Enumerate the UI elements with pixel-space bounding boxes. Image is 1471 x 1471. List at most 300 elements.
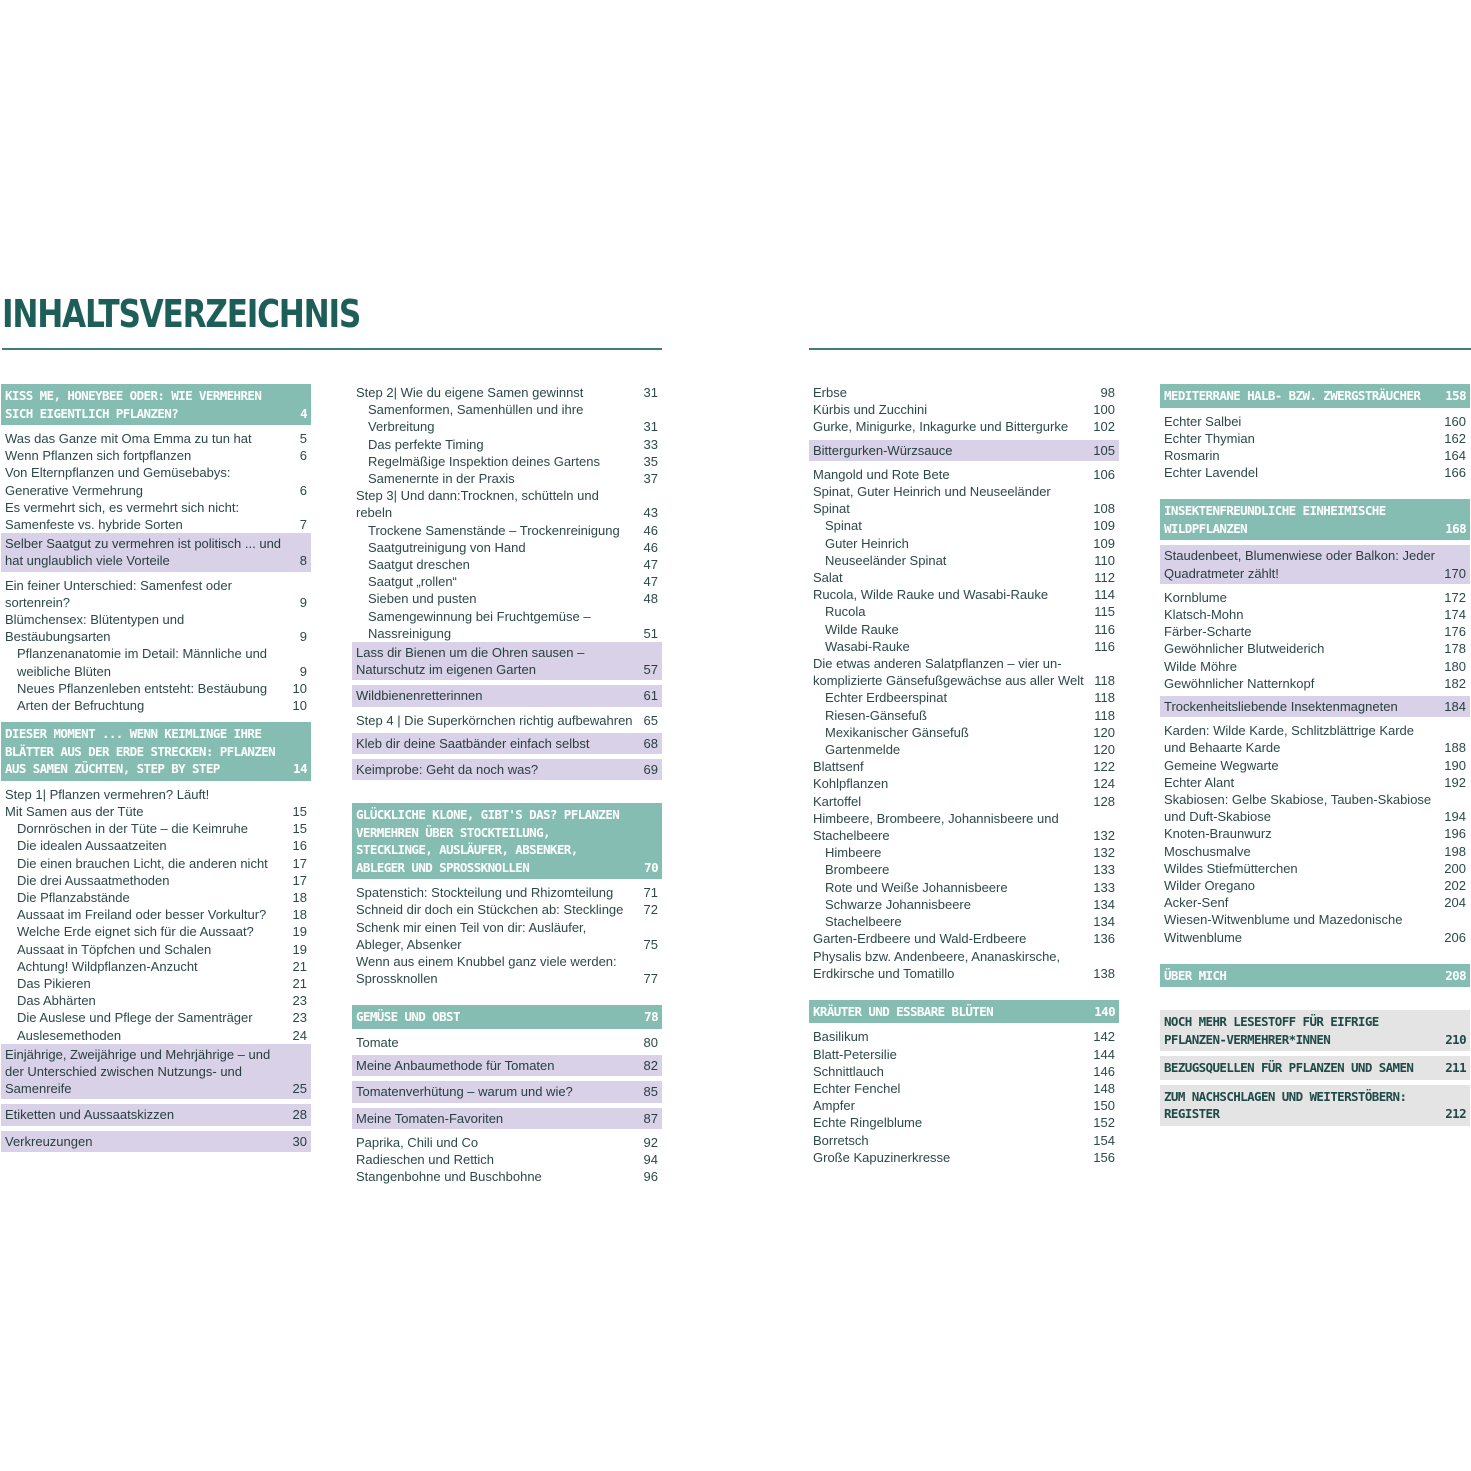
toc-page-number: 110 [1094,552,1115,568]
spacer [1160,992,1470,1010]
toc-page-number: 124 [1093,776,1115,792]
toc-subentry[interactable] [1,889,311,906]
toc-subentry[interactable] [1,1027,311,1044]
toc-subentry[interactable] [1,992,311,1009]
toc-page-number: 132 [1093,828,1115,844]
toc-entry[interactable] [352,901,662,918]
toc-page-number: 10 [292,698,307,714]
toc-column-2 [352,384,662,1185]
toc-subentry[interactable] [352,556,662,573]
toc-column-4 [1160,384,1470,1131]
toc-page-number: 24 [292,1027,307,1043]
toc-subentry[interactable] [1,941,311,958]
toc-entry-title: Stangenbohne und Buschbohne [356,1169,542,1185]
toc-entry-title: Saatgutreinigung von Hand [368,539,526,555]
toc-entry[interactable] [352,1034,662,1051]
toc-entry-title: Große Kapuzinerkresse [813,1149,951,1165]
toc-entry-title: DIESER MOMENT ... WENN KEIMLINGE IHRE BLÄTTER AUS DER ERDE STRECKEN: PFLANZEN AUS SAMEN ZÜCHTEN, STEP BY STEP [5,726,276,777]
toc-entry-title: Färber-Scharte [1164,624,1252,640]
toc-page-number: 80 [643,1034,658,1050]
toc-entry[interactable] [1160,757,1470,774]
toc-page-number: 46 [643,522,658,538]
toc-highlight-entry[interactable] [1160,545,1470,583]
toc-highlight-entry[interactable] [352,759,662,780]
toc-entry-title: Physalis bzw. Andenbeere, Ananaskirsche, Erdkirsche und Tomatillo [813,948,1061,981]
toc-page-number: 109 [1093,535,1115,551]
toc-page-number: 115 [1094,604,1115,620]
toc-entry-title: ZUM NACHSCHLAGEN UND WEITERSTÖBERN: REGISTER [1164,1088,1407,1122]
toc-entry-title: Die Pflanzabstände [17,889,130,905]
toc-page-number: 65 [643,712,658,728]
toc-entry-title: Tomatenverhütung – warum und wie? [356,1084,573,1100]
toc-entry-title: Wenn Pflanzen sich fortpflanzen [5,448,192,464]
toc-page-number: 7 [299,517,307,533]
toc-entry-title: Meine Tomaten-Favoriten [356,1110,504,1126]
toc-entry[interactable] [809,418,1119,435]
toc-highlight-entry[interactable] [352,1055,662,1076]
toc-subentry[interactable] [1,923,311,940]
toc-appendix-heading[interactable] [1160,1056,1470,1080]
toc-entry[interactable] [809,758,1119,775]
toc-page-number: 48 [643,591,658,607]
toc-entry-title: Kleb dir deine Saatbänder einfach selbst [356,735,590,751]
toc-highlight-entry[interactable] [352,1081,662,1102]
toc-subentry[interactable] [809,861,1119,878]
toc-appendix-heading[interactable] [1160,1010,1470,1051]
toc-page-number: 202 [1444,877,1466,893]
toc-page-number: 200 [1444,860,1466,876]
toc-highlight-entry[interactable] [352,642,662,680]
toc-entry-title: Die idealen Aussaatzeiten [17,838,167,854]
toc-page-number: 128 [1093,793,1115,809]
toc-entry[interactable] [1160,640,1470,657]
toc-page-number: 18 [292,907,307,923]
toc-subentry[interactable] [1,872,311,889]
toc-page-number: 196 [1444,826,1466,842]
toc-entry[interactable] [809,655,1119,689]
toc-entry-title: ÜBER MICH [1164,967,1227,983]
toc-entry-title: Spinat [825,518,862,534]
toc-entry[interactable] [809,1097,1119,1114]
toc-entry[interactable] [1,430,311,447]
toc-entry[interactable] [809,775,1119,792]
toc-entry-title: Lass dir Bienen um die Ohren sausen – Naturschutz im eigenen Garten [356,645,585,678]
toc-entry-title: Das perfekte Timing [368,436,484,452]
toc-entry-title: Kartoffel [813,793,862,809]
toc-page-number: 118 [1094,707,1115,723]
toc-entry[interactable] [809,1063,1119,1080]
toc-entry-title: Sieben und pusten [368,591,477,607]
toc-entry-title: BEZUGSQUELLEN FÜR PFLANZEN UND SAMEN [1164,1060,1414,1076]
toc-subentry[interactable] [1,837,311,854]
toc-page-number: 194 [1444,809,1466,825]
toc-subentry[interactable] [352,590,662,607]
toc-entry[interactable] [1,464,311,498]
toc-entry-title: Verkreuzungen [5,1133,93,1149]
toc-chapter-heading[interactable] [1,722,311,781]
toc-subentry[interactable] [352,608,662,642]
toc-highlight-entry[interactable] [1,1104,311,1125]
toc-entry-title: INSEKTENFREUNDLICHE EINHEIMISCHE WILDPFLANZEN [1164,503,1386,536]
toc-entry[interactable] [352,1168,662,1185]
toc-page-number: 144 [1093,1046,1115,1062]
toc-entry-title: Spatenstich: Stockteilung und Rhizomteilung [356,885,614,901]
toc-entry-title: Echter Salbei [1164,413,1242,429]
toc-entry-title: Die einen brauchen Licht, die anderen nicht [17,855,268,871]
toc-page-number: 25 [292,1081,307,1097]
toc-entry[interactable] [809,569,1119,586]
toc-subentry[interactable] [809,724,1119,741]
toc-entry[interactable] [1160,877,1470,894]
toc-subentry[interactable] [1,958,311,975]
toc-entry-title: Was das Ganze mit Oma Emma zu tun hat [5,431,252,446]
toc-entry[interactable] [1,611,311,645]
title-rule-right [809,348,1471,350]
toc-entry[interactable] [1160,430,1470,447]
toc-chapter-heading[interactable] [1160,964,1470,988]
toc-page-number: 146 [1093,1063,1115,1079]
toc-entry-title: Klatsch-Mohn [1164,606,1244,622]
toc-entry-title: Gewöhnlicher Blutweiderich [1164,641,1325,657]
toc-highlight-entry[interactable] [1,1044,311,1100]
toc-subentry[interactable] [1,697,311,714]
toc-page-number: 82 [643,1058,658,1074]
toc-page-number: 46 [643,539,658,555]
toc-page-number: 100 [1093,402,1115,418]
toc-entry-title: Regelmäßige Inspektion deines Gartens [368,453,600,469]
toc-page-number: 106 [1093,466,1115,482]
toc-entry-title: Wilder Oregano [1164,877,1256,893]
toc-entry-title: Wiesen-Witwenblume und Mazedonische Witwenblume [1164,912,1403,945]
toc-highlight-entry[interactable] [1,533,311,571]
toc-entry[interactable] [1160,774,1470,791]
toc-subentry[interactable] [809,603,1119,620]
toc-entry[interactable] [1160,658,1470,675]
toc-page-number: 133 [1093,862,1115,878]
toc-subentry[interactable] [352,522,662,539]
toc-entry[interactable] [809,586,1119,603]
toc-entry[interactable] [809,483,1119,517]
toc-page-number: 4 [300,405,307,421]
toc-entry[interactable] [809,466,1119,483]
toc-subentry[interactable] [809,896,1119,913]
toc-page-number: 170 [1444,565,1466,581]
toc-page-number: 69 [643,762,658,778]
toc-highlight-entry[interactable] [352,685,662,706]
toc-chapter-heading[interactable] [809,1000,1119,1024]
toc-entry-title: Step 4 | Die Superkörnchen richtig aufbewahren [356,712,633,728]
toc-entry-title: Echte Ringelblume [813,1115,923,1131]
toc-entry[interactable] [352,919,662,953]
toc-page-number: 9 [299,629,307,645]
toc-subentry[interactable] [809,517,1119,534]
toc-subentry[interactable] [809,707,1119,724]
toc-subentry[interactable] [809,621,1119,638]
toc-entry-title: Einjährige, Zweijährige und Mehrjährige – und der Unterschied zwischen Nutzungs- und Samenreife [5,1046,271,1097]
toc-page-number: 118 [1094,673,1115,689]
toc-subentry[interactable] [1,820,311,837]
toc-entry[interactable] [1,499,311,533]
toc-entry-title: Himbeere [825,845,882,861]
toc-entry-title: Samenformen, Samenhüllen und ihre Verbreitung [368,402,584,435]
toc-page-number: 16 [292,838,307,854]
toc-entry-title: Keimprobe: Geht da noch was? [356,762,539,778]
toc-entry-title: Brombeere [825,862,890,878]
toc-entry[interactable] [809,1114,1119,1131]
toc-chapter-heading[interactable] [1160,499,1470,540]
toc-subentry[interactable] [1,1009,311,1026]
toc-page-number: 180 [1444,658,1466,674]
toc-subentry[interactable] [809,741,1119,758]
toc-entry-title: Aussaat im Freiland oder besser Vorkultur? [17,907,267,923]
toc-entry[interactable] [809,384,1119,401]
toc-page-number: 116 [1094,638,1115,654]
toc-subentry[interactable] [1,645,311,679]
toc-subentry[interactable] [809,638,1119,655]
toc-subentry[interactable] [809,913,1119,930]
spacer [809,982,1119,1000]
toc-entry-title: Meine Anbaumethode für Tomaten [356,1058,555,1074]
toc-entry-title: Echter Alant [1164,774,1235,790]
toc-chapter-heading[interactable] [352,803,662,879]
toc-page-number: 160 [1444,413,1466,429]
toc-page-number: 176 [1444,624,1466,640]
toc-entry[interactable] [1160,447,1470,464]
toc-entry-title: Garten-Erdbeere und Wald-Erdbeere [813,931,1027,947]
toc-entry-title: Aussaat in Töpfchen und Schalen [17,941,212,957]
toc-entry-title: Wenn aus einem Knubbel ganz viele werden: Sprossknollen [356,954,617,987]
toc-subentry[interactable] [809,552,1119,569]
toc-entry[interactable] [809,793,1119,810]
toc-page-number: 92 [643,1134,658,1150]
toc-chapter-heading[interactable] [1160,384,1470,408]
toc-entry[interactable] [1160,894,1470,911]
toc-page-number: 21 [292,975,307,991]
toc-entry-title: KRÄUTER UND ESSBARE BLÜTEN [813,1003,994,1019]
toc-entry-title: Himbeere, Brombeere, Johannisbeere und Stachelbeere [813,810,1059,844]
toc-entry[interactable] [809,930,1119,947]
toc-entry-title: Schneid dir doch ein Stückchen ab: Stecklinge [356,902,624,918]
toc-entry[interactable] [809,1080,1119,1097]
toc-entry[interactable] [1160,860,1470,877]
toc-entry[interactable] [809,1028,1119,1045]
toc-page-number: 6 [299,448,307,464]
toc-subentry[interactable] [809,535,1119,552]
toc-entry[interactable] [1160,791,1470,825]
toc-page-number: 33 [643,436,658,452]
toc-entry-title: Rosmarin [1164,447,1220,463]
toc-entry-title: Step 2| Wie du eigene Samen gewinnst [356,385,584,400]
toc-highlight-entry[interactable] [1,1131,311,1152]
toc-entry[interactable] [352,384,662,401]
toc-subentry[interactable] [1,975,311,992]
toc-entry[interactable] [809,1046,1119,1063]
toc-entry-title: Samenernte in der Praxis [368,471,515,487]
toc-page-number: 120 [1093,724,1115,740]
toc-subentry[interactable] [1,855,311,872]
toc-entry-title: Rote und Weiße Johannisbeere [825,879,1008,895]
toc-entry[interactable] [809,401,1119,418]
toc-entry-title: Rucola, Wilde Rauke und Wasabi-Rauke [813,587,1049,603]
toc-entry-title: Radieschen und Rettich [356,1152,495,1167]
page-title: INHALTSVERZEICHNIS [2,292,361,336]
toc-page-number: 15 [292,821,307,837]
toc-subentry[interactable] [352,539,662,556]
toc-page-number: 134 [1093,914,1115,930]
toc-entry-title: Neues Pflanzenleben entsteht: Bestäubung [17,680,268,696]
toc-subentry[interactable] [1,680,311,697]
toc-entry-title: Arten der Befruchtung [17,698,145,714]
toc-entry-title: Ampfer [813,1098,855,1114]
toc-entry-title: Saatgut „rollen“ [368,574,457,590]
toc-entry-title: Moschusmalve [1164,843,1251,859]
toc-page-number: 211 [1445,1060,1466,1076]
toc-entry-title: Selber Saatgut zu vermehren ist politisch ... und hat unglaublich viele Vorteile [5,536,282,569]
toc-entry-title: Echter Thymian [1164,430,1255,446]
toc-page-number: 156 [1093,1149,1115,1165]
toc-subentry[interactable] [352,453,662,470]
toc-entry-title: Gewöhnlicher Natternkopf [1164,675,1315,691]
toc-page-number: 17 [292,872,307,888]
toc-page-number: 35 [643,453,658,469]
toc-page-number: 140 [1094,1003,1115,1019]
toc-entry-title: Mexikanischer Gänsefuß [825,724,969,740]
toc-entry-title: Karden: Wilde Karde, Schlitzblättrige Karde und Behaarte Karde [1164,723,1415,756]
toc-entry[interactable] [809,1149,1119,1166]
toc-entry-title: Kornblume [1164,589,1227,605]
toc-entry-title: NOCH MEHR LESESTOFF FÜR EIFRIGE PFLANZEN-VERMEHRER*INNEN [1164,1014,1379,1047]
toc-subentry[interactable] [809,879,1119,896]
toc-entry[interactable] [1,447,311,464]
toc-entry-title: Die etwas anderen Salatpflanzen – vier un-komplizierte Gänsefußgewächse aus aller Welt [813,656,1084,689]
toc-entry[interactable] [352,712,662,729]
toc-entry-title: Step 3| Und dann:Trocknen, schütteln und rebeln [356,488,599,521]
spacer [1160,946,1470,964]
toc-page-number: 162 [1444,430,1466,446]
toc-page-number: 208 [1445,967,1466,983]
toc-subentry[interactable] [352,470,662,487]
toc-entry[interactable] [352,1151,662,1168]
toc-entry[interactable] [352,487,662,521]
toc-entry[interactable] [1160,675,1470,692]
toc-entry-title: Gartenmelde [825,742,901,758]
toc-entry-title: Gemeine Wegwarte [1164,757,1279,773]
toc-entry[interactable] [1160,843,1470,860]
toc-entry[interactable] [1,577,311,611]
toc-entry-title: Blatt-Petersilie [813,1046,897,1062]
toc-entry-title: Bittergurken-Würzsauce [813,442,953,458]
toc-entry[interactable] [1160,464,1470,481]
toc-entry[interactable] [1160,589,1470,606]
toc-page-number: 70 [644,859,658,875]
toc-entry[interactable] [1160,623,1470,640]
toc-page-number: 17 [292,855,307,871]
toc-highlight-entry[interactable] [352,1108,662,1129]
toc-page-number: 116 [1094,621,1115,637]
toc-entry-title: Riesen-Gänsefuß [825,707,927,723]
toc-entry-title: Acker-Senf [1164,895,1229,911]
toc-entry[interactable] [352,884,662,901]
toc-entry[interactable] [809,810,1119,844]
toc-chapter-heading[interactable] [1,384,311,425]
toc-entry[interactable] [1,803,311,820]
toc-page-number: 77 [643,971,658,987]
toc-entry-title: Mit Samen aus der Tüte [5,803,144,819]
toc-entry-title: GEMÜSE UND OBST [356,1009,460,1025]
toc-subentry[interactable] [809,689,1119,706]
toc-entry[interactable] [809,948,1119,982]
toc-entry-title: Staudenbeet, Blumenwiese oder Balkon: Jeder Quadratmeter zählt! [1164,548,1436,581]
toc-page-number: 188 [1444,740,1466,756]
toc-page-number: 120 [1093,742,1115,758]
toc-entry-title: Schnittlauch [813,1063,884,1079]
toc-subentry[interactable] [809,844,1119,861]
toc-entry[interactable] [1160,413,1470,430]
toc-highlight-entry[interactable] [809,440,1119,461]
toc-page-number: 148 [1093,1081,1115,1097]
toc-highlight-entry[interactable] [352,733,662,754]
toc-entry[interactable] [352,1134,662,1151]
toc-page-number: 23 [292,1010,307,1026]
toc-entry-title: Echter Lavendel [1164,465,1258,481]
toc-page-number: 68 [643,735,658,751]
toc-page-number: 51 [643,625,658,641]
toc-subentry[interactable] [352,573,662,590]
toc-highlight-entry[interactable] [1160,696,1470,717]
toc-chapter-heading[interactable] [352,1005,662,1029]
spacer [1,714,311,722]
toc-entry-title: Skabiosen: Gelbe Skabiose, Tauben-Skabiose und Duft-Skabiose [1164,791,1432,825]
toc-entry-title: Mangold und Rote Bete [813,466,950,482]
toc-page-number: 96 [643,1169,658,1185]
toc-entry[interactable] [809,1132,1119,1149]
toc-entry-title: Salat [813,570,843,586]
toc-subentry[interactable] [352,401,662,435]
toc-page-number: 204 [1444,895,1466,911]
toc-page-number: 136 [1093,931,1115,947]
toc-page-number: 134 [1093,896,1115,912]
toc-subentry[interactable] [1,906,311,923]
toc-page-number: 109 [1093,518,1115,534]
toc-entry[interactable] [1160,606,1470,623]
toc-page-number: 198 [1444,843,1466,859]
toc-page-number: 133 [1093,879,1115,895]
toc-page-number: 78 [644,1009,658,1025]
toc-page-number: 182 [1444,675,1466,691]
toc-appendix-heading[interactable] [1160,1085,1470,1126]
toc-page-number: 164 [1444,447,1466,463]
toc-entry-title: Schwarze Johannisbeere [825,896,971,912]
toc-entry[interactable] [1,786,311,803]
toc-entry-title: Tomate [356,1034,399,1050]
toc-entry-title: Kürbis und Zucchini [813,402,928,418]
toc-page-number: 61 [643,688,658,704]
toc-entry[interactable] [352,953,662,987]
toc-entry[interactable] [1160,911,1470,945]
toc-page-number: 8 [299,553,307,569]
toc-entry[interactable] [1160,825,1470,842]
toc-page-number: 105 [1093,442,1115,458]
toc-entry-title: Pflanzenanatomie im Detail: Männliche und weibliche Blüten [17,646,268,679]
toc-subentry[interactable] [352,436,662,453]
toc-page-number: 184 [1444,698,1466,714]
toc-entry-title: Guter Heinrich [825,535,909,551]
toc-entry[interactable] [1160,722,1470,756]
toc-entry-title: Wilde Möhre [1164,658,1237,674]
toc-page-number: 19 [292,924,307,940]
toc-page-number: 212 [1445,1106,1466,1122]
toc-entry-title: Schenk mir einen Teil von dir: Ausläufer, Ableger, Absenker [356,919,587,952]
